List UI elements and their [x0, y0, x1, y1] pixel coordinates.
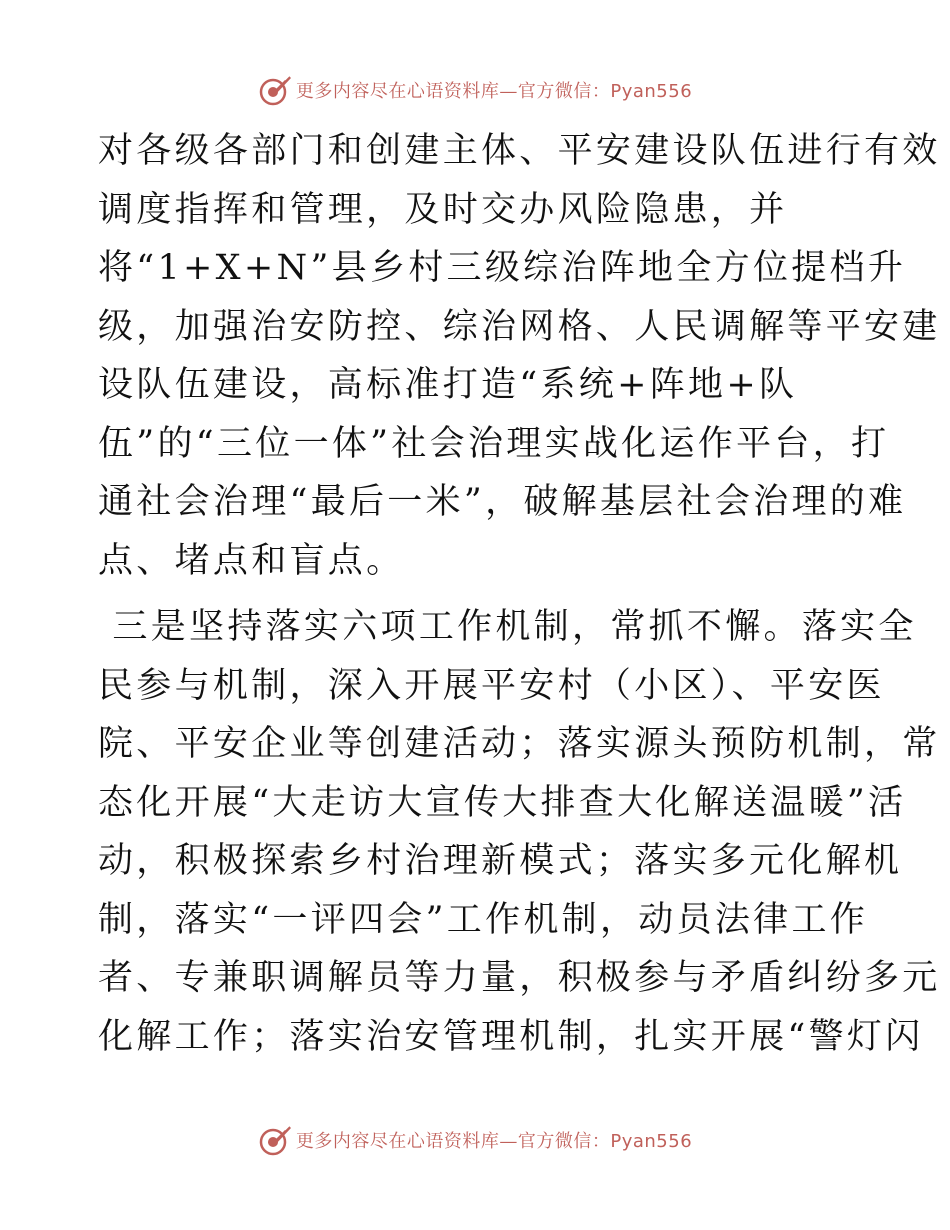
text-line: 民参与机制，深入开展平安村（小区）、平安医 — [98, 665, 885, 706]
watermark-text — [296, 1127, 692, 1153]
text-line: 者、专兼职调解员等力量，积极参与矛盾纠纷多元 — [98, 958, 941, 998]
text-line: 制，落实“一评四会”工作机制，动员法律工作 — [98, 899, 869, 940]
paragraph-1 — [98, 122, 941, 590]
footer-watermark — [0, 1120, 950, 1160]
text-line: 伍”的“三位一体”社会治理实战化运作平台，打 — [98, 423, 890, 464]
quill-logo-icon — [258, 1123, 292, 1157]
watermark-id: Pyan556 — [610, 81, 693, 102]
text-line: 级，加强治安防控、综治网格、人民调解等平安建 — [98, 306, 941, 347]
paragraph-gap — [98, 590, 858, 598]
text-line: 调度指挥和管理，及时交办风险隐患，并 — [98, 189, 788, 230]
header-watermark — [0, 70, 950, 110]
text-line: 将“1+X+N”县乡村三级综治阵地全方位提档升 — [98, 248, 907, 288]
watermark-text — [296, 77, 692, 103]
quill-logo-icon — [258, 73, 292, 107]
text-line: 院、平安企业等创建活动；落实源头预防机制，常 — [98, 724, 941, 764]
text-line: 动，积极探索乡村治理新模式；落实多元化解机 — [98, 841, 903, 881]
text-line: 点、堵点和盲点。 — [98, 540, 405, 581]
watermark-label: 更多内容尽在心语资料库—官方微信： — [295, 1131, 611, 1152]
text-line: 三是坚持落实六项工作机制，常抓不懈。落实全 — [98, 607, 917, 647]
text-line: 化解工作；落实治安管理机制，扎实开展“警灯闪 — [98, 1016, 924, 1057]
text-line: 态化开展“大走访大宣传大排查大化解送温暖”活 — [98, 782, 907, 823]
watermark-label: 更多内容尽在心语资料库—官方微信： — [295, 81, 611, 102]
watermark-id: Pyan556 — [610, 1131, 693, 1152]
text-line: 通社会治理“最后一米”，破解基层社会治理的难 — [98, 482, 907, 522]
text-line: 设队伍建设，高标准打造“系统+阵地+队 — [98, 365, 798, 405]
document-body — [98, 122, 941, 1066]
text-line: 对各级各部门和创建主体、平安建设队伍进行有效 — [98, 131, 941, 171]
paragraph-2 — [98, 598, 941, 1066]
